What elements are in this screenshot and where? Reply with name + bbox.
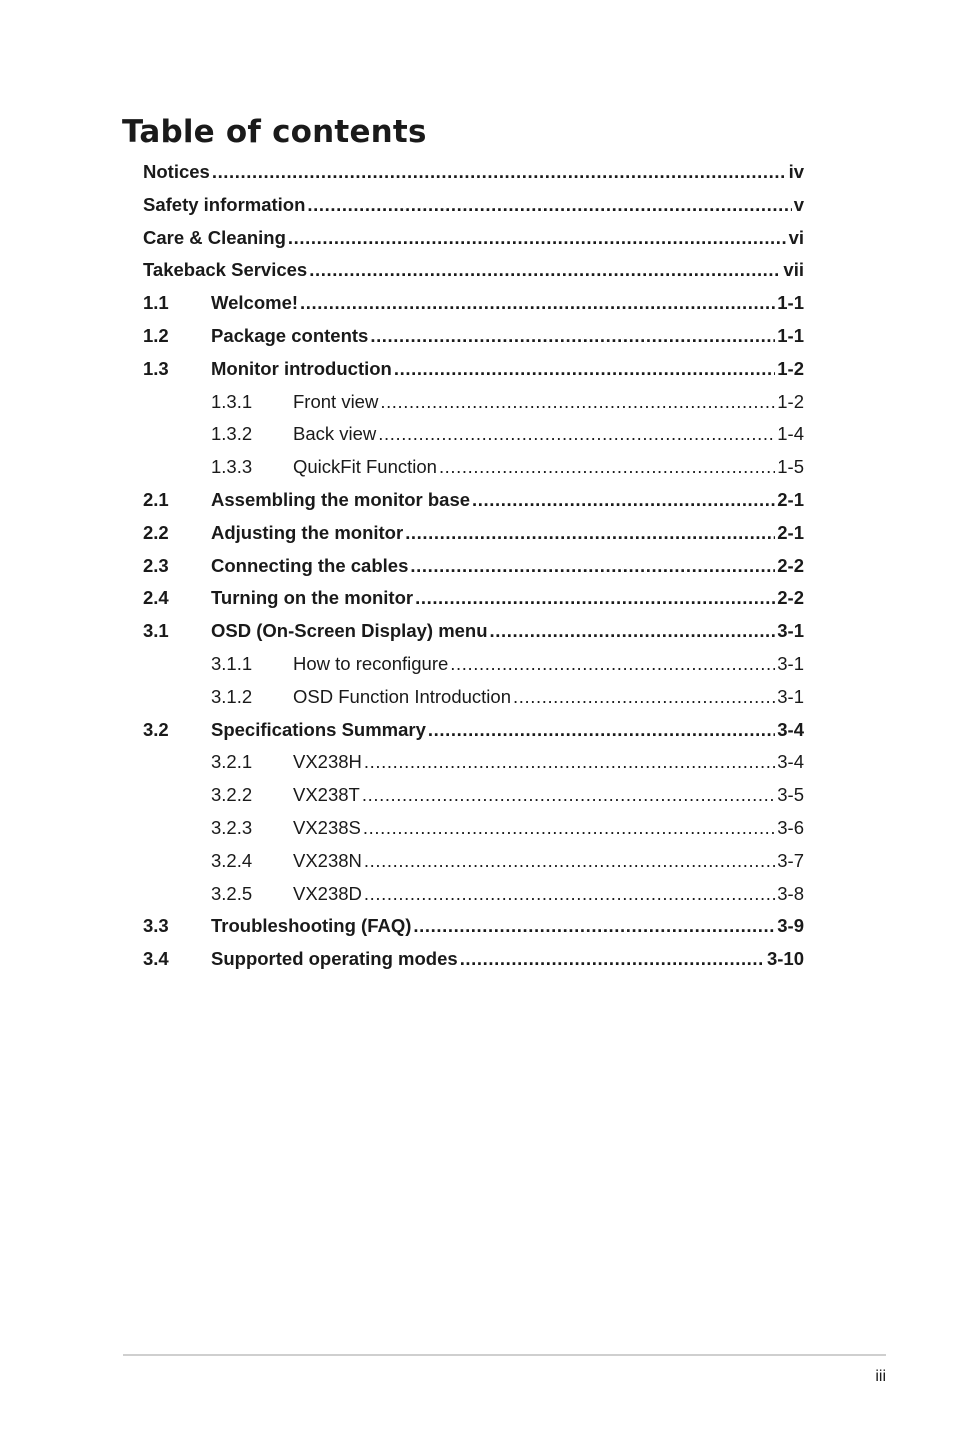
- dot-leader: [413, 910, 775, 943]
- toc-entry-label: Front view: [293, 390, 379, 412]
- dot-leader: [370, 320, 775, 353]
- toc-entry-number: 3.1: [143, 620, 169, 642]
- toc-entry-page: 2-2: [777, 587, 804, 609]
- toc-entry-number: 3.1.1: [211, 652, 253, 674]
- dot-leader: [364, 845, 775, 878]
- toc-entry[interactable]: [143, 517, 804, 550]
- toc-entry-page: 3-1: [777, 652, 804, 674]
- toc-entry-page: 1-5: [777, 456, 804, 478]
- toc-entry-label: VX238S: [293, 816, 361, 838]
- dot-leader: [307, 189, 791, 222]
- toc-entry-page: 3-10: [766, 948, 804, 970]
- toc-entry[interactable]: [143, 222, 804, 255]
- toc-entry-label: Turning on the monitor: [211, 587, 414, 609]
- toc-entry[interactable]: [143, 714, 804, 747]
- toc-entry-page: 3-4: [777, 751, 804, 773]
- dot-leader: [472, 484, 775, 517]
- toc-entry-label: OSD (On-Screen Display) menu: [211, 620, 488, 642]
- dot-leader: [410, 550, 775, 583]
- toc-entry-number: 2.3: [143, 554, 169, 576]
- toc-entry-number: 3.4: [143, 948, 169, 970]
- dot-leader: [394, 353, 775, 386]
- dot-leader: [300, 287, 775, 320]
- toc-entry-number: 2.2: [143, 521, 169, 543]
- toc-entry-page: 3-9: [777, 915, 804, 937]
- toc-entry[interactable]: [143, 418, 804, 451]
- toc-entry-page: 1-1: [777, 292, 804, 314]
- dot-leader: [450, 648, 775, 681]
- toc-entry-page: 3-7: [777, 849, 804, 871]
- toc-entry[interactable]: [143, 878, 804, 911]
- toc-entry-page: vi: [788, 226, 804, 248]
- toc-entry-label: Assembling the monitor base: [211, 488, 471, 510]
- toc-entry-number: 3.1.2: [211, 685, 253, 707]
- toc-entry[interactable]: [143, 943, 804, 976]
- toc-entry-number: 2.1: [143, 488, 169, 510]
- toc-entry-number: 3.2.2: [211, 784, 253, 806]
- dot-leader: [490, 615, 776, 648]
- toc-entry-label: VX238T: [293, 784, 360, 806]
- toc-entry[interactable]: [143, 254, 804, 287]
- toc-entry-label: OSD Function Introduction: [293, 685, 511, 707]
- toc-entry-number: 3.2.1: [211, 751, 253, 773]
- toc-entry-page: 2-1: [777, 521, 804, 543]
- toc-entry[interactable]: [143, 681, 804, 714]
- toc-entry-label: Package contents: [211, 324, 369, 346]
- toc-entry-label: Safety information: [143, 193, 306, 215]
- toc-entry[interactable]: [143, 189, 804, 222]
- toc-entry[interactable]: [143, 156, 804, 189]
- toc-entry-label: Troubleshooting (FAQ): [211, 915, 412, 937]
- toc-entry[interactable]: [143, 615, 804, 648]
- toc-entry-number: 3.2.3: [211, 816, 253, 838]
- toc-entry-label: Welcome!: [211, 292, 299, 314]
- toc-entry[interactable]: [143, 812, 804, 845]
- dot-leader: [212, 156, 787, 189]
- toc-entry-number: 1.3: [143, 357, 169, 379]
- dot-leader: [460, 943, 765, 976]
- toc-entry-page: 3-4: [777, 718, 804, 740]
- toc-entry-page: 1-2: [777, 357, 804, 379]
- toc-entry-page: 3-5: [777, 784, 804, 806]
- toc-entry-label: Supported operating modes: [211, 948, 458, 970]
- toc-entry-number: 1.1: [143, 292, 169, 314]
- toc-entry-label: VX238D: [293, 882, 362, 904]
- dot-leader: [428, 714, 775, 747]
- dot-leader: [439, 451, 775, 484]
- dot-leader: [378, 418, 775, 451]
- toc-entry[interactable]: [143, 287, 804, 320]
- toc-entry-page: 1-1: [777, 324, 804, 346]
- toc-entry-number: 1.3.1: [211, 390, 253, 412]
- toc-entry-page: 2-2: [777, 554, 804, 576]
- dot-leader: [405, 517, 775, 550]
- toc-entry-label: Specifications Summary: [211, 718, 426, 740]
- toc-entry-label: Adjusting the monitor: [211, 521, 404, 543]
- dot-leader: [362, 779, 775, 812]
- toc-entry-page: v: [793, 193, 804, 215]
- toc-entry-label: QuickFit Function: [293, 456, 437, 478]
- toc-entry-number: 1.3.3: [211, 456, 253, 478]
- table-of-contents: [143, 156, 804, 976]
- toc-entry[interactable]: [143, 550, 804, 583]
- toc-entry-page: 2-1: [777, 488, 804, 510]
- toc-entry[interactable]: [143, 451, 804, 484]
- toc-entry-label: Takeback Services: [143, 259, 308, 281]
- toc-entry-label: VX238N: [293, 849, 362, 871]
- toc-entry-page: 3-1: [777, 620, 804, 642]
- toc-entry[interactable]: [143, 746, 804, 779]
- toc-entry-page: 1-4: [777, 423, 804, 445]
- toc-entry-number: 1.2: [143, 324, 169, 346]
- toc-entry[interactable]: [143, 320, 804, 353]
- dot-leader: [364, 746, 775, 779]
- toc-entry-number: 2.4: [143, 587, 169, 609]
- toc-entry-label: Connecting the cables: [211, 554, 409, 576]
- toc-entry[interactable]: [143, 386, 804, 419]
- toc-entry-page: 3-6: [777, 816, 804, 838]
- toc-entry-page: 3-1: [777, 685, 804, 707]
- toc-entry[interactable]: [143, 845, 804, 878]
- toc-entry[interactable]: [143, 582, 804, 615]
- toc-entry-number: 3.2.5: [211, 882, 253, 904]
- toc-entry[interactable]: [143, 648, 804, 681]
- toc-entry-label: Monitor introduction: [211, 357, 392, 379]
- toc-entry[interactable]: [143, 353, 804, 386]
- toc-entry-label: Back view: [293, 423, 377, 445]
- toc-entry-page: 3-8: [777, 882, 804, 904]
- footer-divider: [123, 1354, 886, 1356]
- toc-entry[interactable]: [143, 484, 804, 517]
- toc-entry-label: VX238H: [293, 751, 362, 773]
- toc-entry-number: 3.2: [143, 718, 169, 740]
- dot-leader: [415, 582, 775, 615]
- dot-leader: [513, 681, 775, 714]
- toc-entry[interactable]: [143, 910, 804, 943]
- dot-leader: [380, 386, 775, 419]
- toc-entry-label: Care & Cleaning: [143, 226, 286, 248]
- dot-leader: [309, 254, 781, 287]
- dot-leader: [288, 222, 787, 255]
- page-title: Table of contents: [122, 114, 427, 150]
- toc-entry-page: iv: [788, 161, 804, 182]
- toc-entry-number: 3.3: [143, 915, 169, 937]
- footer-page-number: iii: [875, 1368, 886, 1385]
- dot-leader: [363, 812, 775, 845]
- toc-entry-page: vii: [783, 259, 804, 281]
- toc-entry-page: 1-2: [777, 390, 804, 412]
- toc-entry-label: How to reconfigure: [293, 652, 449, 674]
- toc-entry-number: 1.3.2: [211, 423, 253, 445]
- toc-entry-number: 3.2.4: [211, 849, 253, 871]
- toc-entry[interactable]: [143, 779, 804, 812]
- dot-leader: [364, 878, 775, 911]
- toc-entry-label: Notices: [143, 161, 210, 182]
